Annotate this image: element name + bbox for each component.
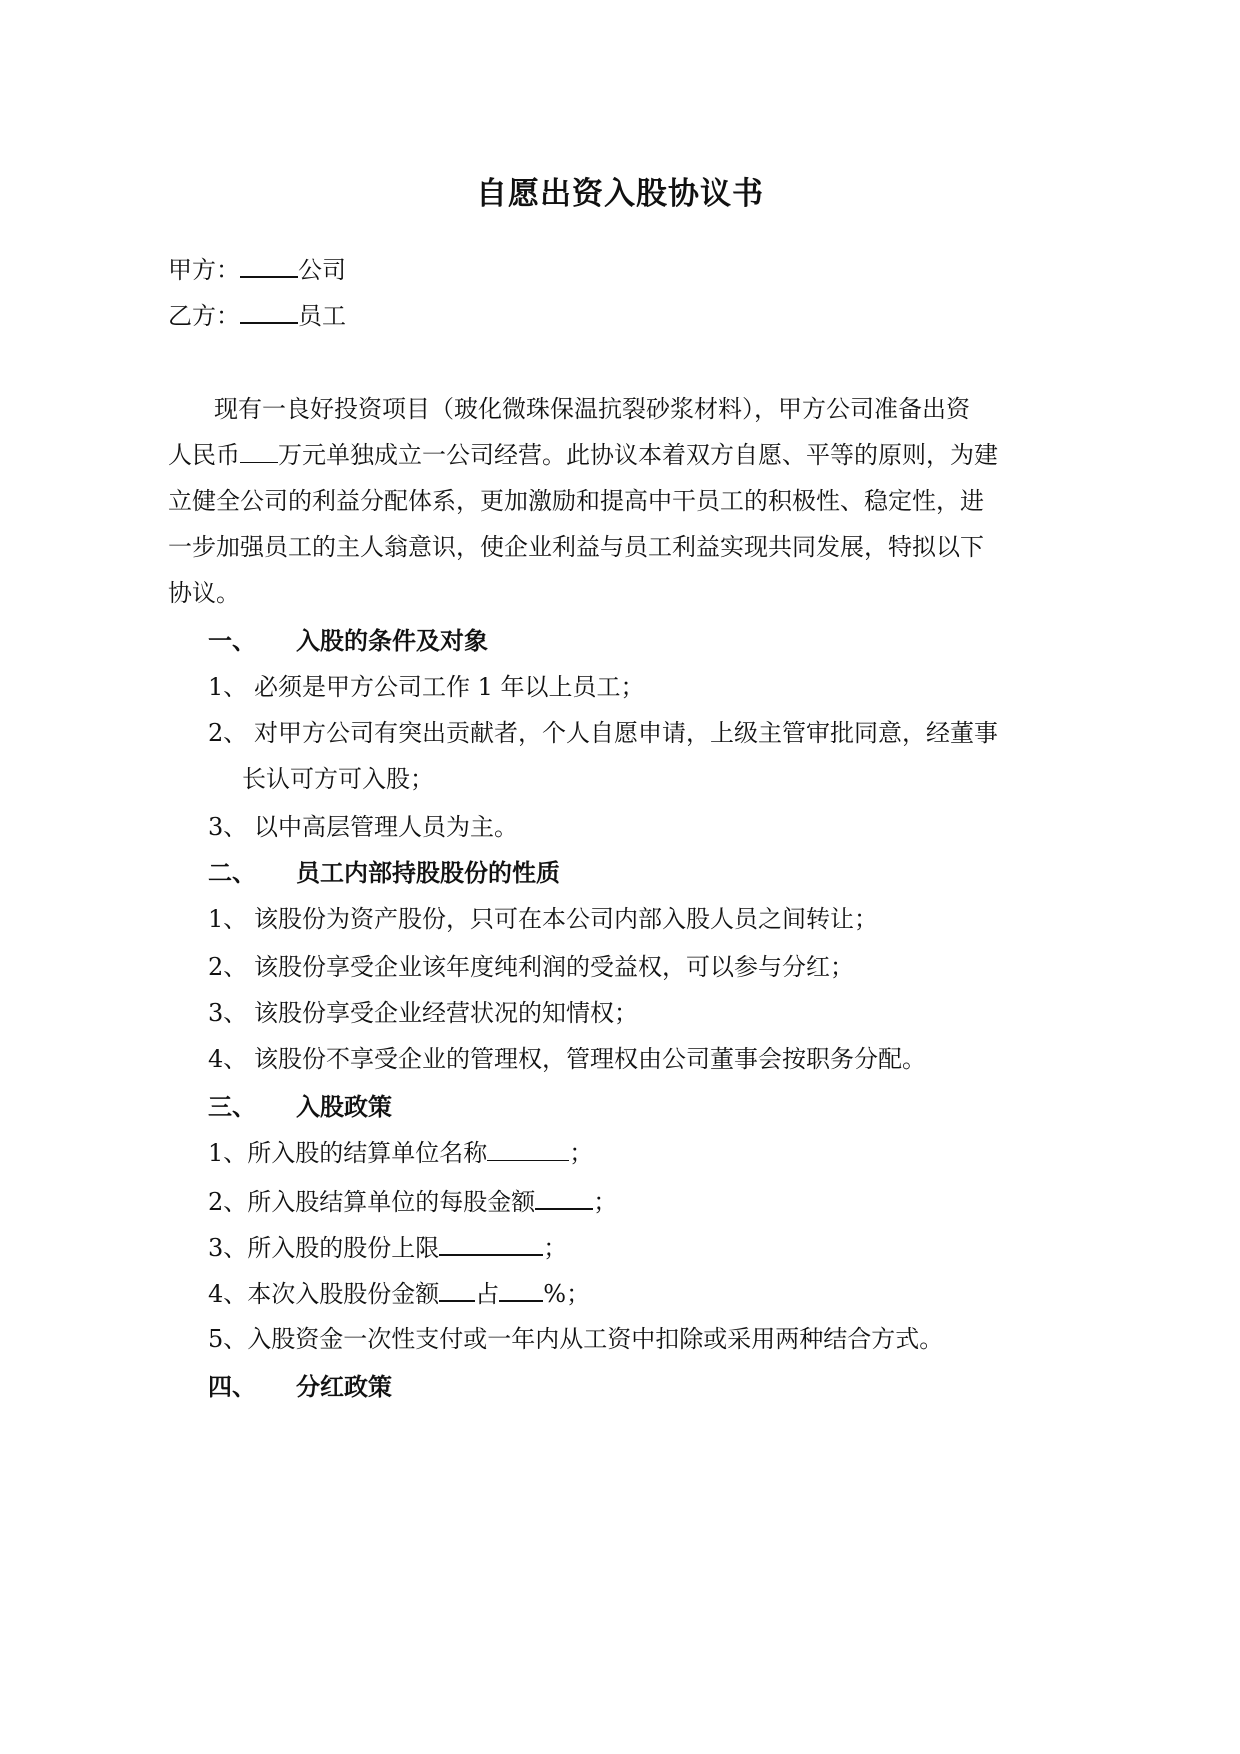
item-number: 1、 bbox=[208, 673, 248, 701]
item-text: 2、所入股结算单位的每股金额 bbox=[208, 1188, 536, 1216]
item-number: 4、 bbox=[208, 1045, 248, 1073]
section-1-item-3 bbox=[208, 812, 518, 842]
item-end: ； bbox=[569, 1139, 594, 1167]
section-3-item-4 bbox=[208, 1278, 590, 1309]
section-1-number: 一、 bbox=[208, 627, 256, 655]
item-number: 2、 bbox=[208, 953, 248, 981]
section-2-heading bbox=[208, 858, 560, 888]
intro-line-2a: 人民币 bbox=[168, 441, 240, 469]
party-b-blank bbox=[240, 300, 298, 324]
amount-blank bbox=[240, 440, 278, 463]
party-b-line bbox=[168, 300, 346, 331]
section-2-item-1 bbox=[208, 904, 878, 934]
item-end: ； bbox=[593, 1188, 618, 1216]
percentage-blank bbox=[499, 1278, 543, 1302]
item-text: 4、本次入股股份金额 bbox=[208, 1280, 440, 1308]
section-1-item-2-cont: 长认可方可入股； bbox=[242, 765, 434, 793]
section-3-title: 入股政策 bbox=[296, 1093, 392, 1121]
section-3-heading bbox=[208, 1092, 392, 1122]
share-limit-blank bbox=[439, 1232, 543, 1256]
section-3-item-2 bbox=[208, 1186, 617, 1217]
settlement-unit-blank bbox=[487, 1138, 569, 1161]
party-b-label: 乙方： bbox=[168, 302, 240, 330]
section-1-title: 入股的条件及对象 bbox=[296, 627, 488, 655]
item-text: 3、所入股的股份上限 bbox=[208, 1234, 440, 1262]
section-1-item-1 bbox=[208, 672, 645, 702]
section-4-title: 分红政策 bbox=[296, 1373, 392, 1401]
section-3-number: 三、 bbox=[208, 1093, 256, 1121]
party-a-suffix: 公司 bbox=[298, 256, 346, 284]
item-end: ； bbox=[543, 1234, 568, 1262]
item-end: %； bbox=[543, 1280, 591, 1308]
intro-line-5: 协议。 bbox=[168, 579, 240, 607]
item-number: 3、 bbox=[208, 813, 248, 841]
party-a-label: 甲方： bbox=[168, 256, 240, 284]
intro-line-3: 立健全公司的利益分配体系，更加激励和提高中干员工的积极性、稳定性，进 bbox=[168, 487, 984, 515]
item-text: 该股份享受企业经营状况的知情权； bbox=[254, 999, 638, 1027]
section-1-item-2 bbox=[208, 718, 998, 748]
party-b-suffix: 员工 bbox=[298, 302, 346, 330]
item-text: 该股份享受企业该年度纯利润的受益权，可以参与分红； bbox=[254, 953, 854, 981]
item-text: 以中高层管理人员为主。 bbox=[254, 813, 518, 841]
item-number: 3、 bbox=[208, 999, 248, 1027]
intro-line-2 bbox=[168, 440, 998, 470]
party-a-blank bbox=[240, 254, 298, 278]
item-text: 该股份为资产股份，只可在本公司内部入股人员之间转让； bbox=[254, 905, 878, 933]
section-2-number: 二、 bbox=[208, 859, 256, 887]
section-2-item-3 bbox=[208, 998, 638, 1028]
intro-line-4: 一步加强员工的主人翁意识，使企业利益与员工利益实现共同发展，特拟以下 bbox=[168, 533, 984, 561]
intro-line-2b: 万元单独成立一公司经营。此协议本着双方自愿、平等的原则，为建 bbox=[278, 441, 998, 469]
share-amount-blank bbox=[439, 1278, 475, 1302]
per-share-amount-blank bbox=[535, 1186, 593, 1210]
section-3-item-5: 5、入股资金一次性支付或一年内从工资中扣除或采用两种结合方式。 bbox=[208, 1325, 944, 1353]
section-4-heading bbox=[208, 1372, 392, 1402]
item-number: 1、 bbox=[208, 905, 248, 933]
section-3-item-3 bbox=[208, 1232, 567, 1263]
section-2-item-4 bbox=[208, 1044, 926, 1074]
item-text: 该股份不享受企业的管理权，管理权由公司董事会按职务分配。 bbox=[254, 1045, 926, 1073]
item-text: 占 bbox=[475, 1280, 500, 1308]
item-text: 对甲方公司有突出贡献者，个人自愿申请，上级主管审批同意，经董事 bbox=[254, 719, 998, 747]
party-a-line bbox=[168, 254, 346, 285]
intro-line-1: 现有一良好投资项目（玻化微珠保温抗裂砂浆材料），甲方公司准备出资 bbox=[214, 395, 970, 423]
item-text: 1、所入股的结算单位名称 bbox=[208, 1139, 488, 1167]
document-title: 自愿出资入股协议书 bbox=[476, 176, 764, 212]
section-4-number: 四、 bbox=[208, 1373, 256, 1401]
section-1-heading bbox=[208, 626, 488, 656]
item-number: 2、 bbox=[208, 719, 248, 747]
item-text: 必须是甲方公司工作 1 年以上员工； bbox=[254, 673, 645, 701]
section-2-item-2 bbox=[208, 952, 854, 982]
section-3-item-1 bbox=[208, 1138, 593, 1168]
section-2-title: 员工内部持股股份的性质 bbox=[296, 859, 560, 887]
